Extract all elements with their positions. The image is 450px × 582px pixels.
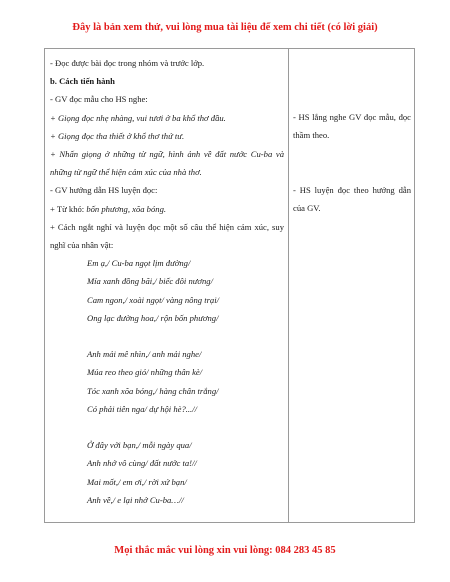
contact-banner: Mọi thắc mắc vui lòng xin vui lòng: 084 283 45 85	[114, 545, 336, 556]
poem-line: Có phải tiên nga/ dự hội hè?...//	[87, 403, 197, 414]
poem-line: Em ạ,/ Cu-ba ngọt lịm đường/	[87, 258, 191, 269]
poem-line: Mai mốt,/ em ơi,/ rời xứ bạn/	[87, 476, 187, 487]
poem-line: Anh mải mê nhìn,/ anh mải nghe/	[87, 349, 202, 360]
poem-line: Anh về,/ e lại nhớ Cu-ba…//	[87, 494, 184, 505]
vocab-line	[50, 200, 284, 218]
vocab-prefix: + Từ khó:	[50, 203, 87, 214]
stanza-break	[50, 418, 284, 436]
reading-guide-2: + Giọng đọc tha thiết ở khổ thơ thứ tư.	[50, 130, 185, 141]
lesson-table	[44, 48, 415, 523]
reading-guide-1: + Giọng đọc nhẹ nhàng, vui tươi ở ba khổ thơ đầu.	[50, 112, 226, 123]
poem-line: Cam ngon,/ xoài ngọt/ vàng nông trại/	[87, 294, 220, 305]
poem-line: Anh nhớ vô cùng/ đất nước ta!//	[87, 458, 197, 469]
pause-note: + Cách ngắt nghỉ và luyện đọc một số câu thể hiện cảm xúc, suy nghĩ của nhân vật:	[50, 221, 284, 251]
practice-guide-line: - GV hướng dẫn HS luyện đọc:	[50, 185, 158, 196]
poem-line: Mía xanh đồng bãi,/ biếc đôi nương/	[87, 276, 213, 287]
preview-notice-banner: Đây là bản xem thử, vui lòng mua tài liệu để xem chi tiết (có lời giải)	[72, 22, 378, 33]
column-divider	[288, 49, 289, 522]
intro-line: - Đọc được bài đọc trong nhóm và trước lớp.	[50, 58, 205, 68]
vocab-words: bốn phương, xõa bóng.	[86, 203, 167, 214]
student-activity-column	[293, 108, 411, 217]
poem-line: Múa reo theo gió/ những thân kè/	[87, 367, 203, 378]
poem-line: Ong lạc đường hoa,/ rộn bốn phương/	[87, 312, 219, 323]
section-heading: b. Cách tiến hành	[50, 76, 115, 87]
student-note-2: - HS luyện đọc theo hướng dẫn của GV.	[293, 184, 411, 213]
poem-line: Ở đây với bạn,/ mỗi ngày qua/	[87, 440, 192, 451]
stanza-break	[50, 327, 284, 345]
poem-line: Tóc xanh xõa bóng,/ hàng chân trắng/	[87, 385, 219, 396]
teacher-reads-line: - GV đọc mẫu cho HS nghe:	[50, 94, 148, 105]
teacher-activity-column	[50, 54, 284, 509]
student-note-1: - HS lắng nghe GV đọc mẫu, đọc thầm theo.	[293, 112, 411, 141]
reading-guide-3: + Nhấn giọng ở những từ ngữ, hình ảnh về đất nước Cu-ba và những từ ngữ thể hiện cảm xúc của nhà thơ.	[50, 149, 284, 178]
